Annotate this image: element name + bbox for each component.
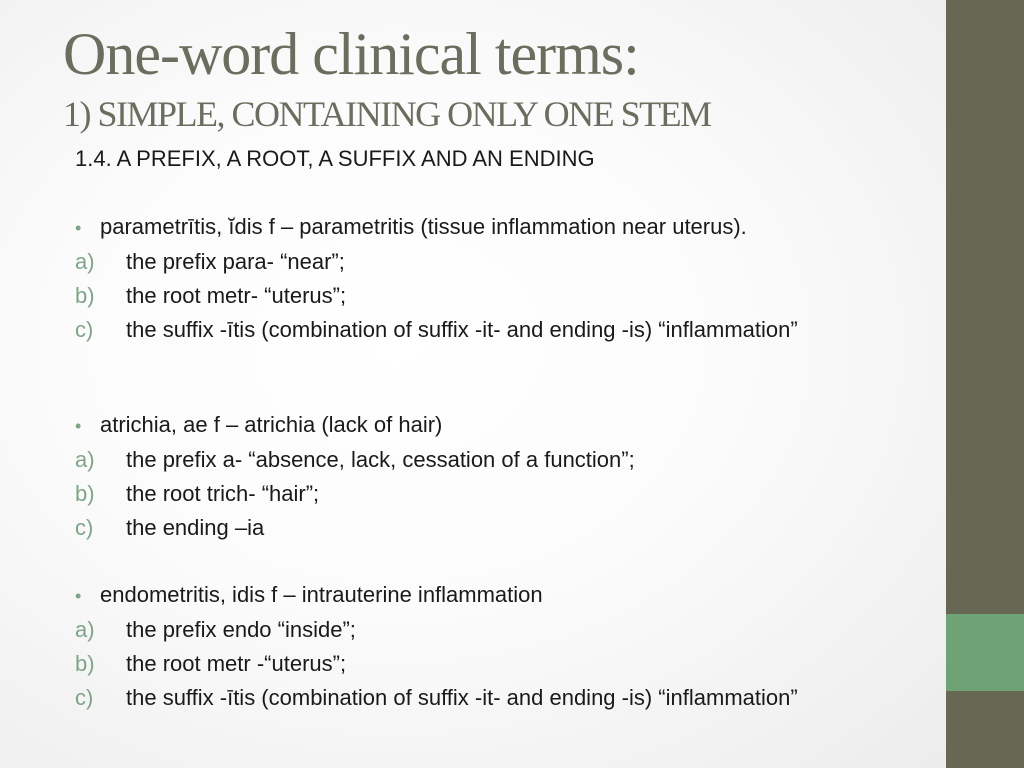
term-text: parametrītis, ĭdis f – parametritis (tissue inflammation near uterus). [100,214,747,239]
bullet-icon: • [75,416,82,436]
section-heading: 1.4. A PREFIX, A ROOT, A SUFFIX AND AN ENDING [75,146,595,171]
item-text: the prefix a- “absence, lack, cessation of a function”; [126,447,635,472]
item-marker: b) [75,283,95,308]
side-decoration-bar [946,0,1024,768]
item-text: the ending –ia [126,515,265,540]
item-marker: a) [75,249,95,274]
slide-title: One-word clinical terms: [63,21,639,87]
term-headword [75,411,442,440]
item-text: the suffix -ītis (combination of suffix -it- and ending -is) “inflammation” [126,685,798,710]
item-marker: c) [75,685,94,710]
item-text: the prefix para- “near”; [126,249,345,274]
item-text: the suffix -ītis (combination of suffix -it- and ending -is) “inflammation” [126,317,798,342]
side-accent-block [946,614,1024,691]
term-headword [75,581,543,610]
bullet-icon: • [75,586,82,606]
item-marker: b) [75,651,95,676]
item-marker: a) [75,617,95,642]
item-text: the root metr -“uterus”; [126,651,347,676]
item-marker: c) [75,515,94,540]
item-text: the prefix endo “inside”; [126,617,356,642]
item-text: the root trich- “hair”; [126,481,320,506]
item-marker: a) [75,447,95,472]
term-text: atrichia, ae f – atrichia (lack of hair) [100,412,443,437]
slide-subtitle: 1) SIMPLE, CONTAINING ONLY ONE STEM [63,94,711,134]
term-text: endometritis, idis f – intrauterine inflammation [100,582,543,607]
item-marker: c) [75,317,94,342]
bullet-icon: • [75,218,82,238]
term-headword [75,213,747,242]
item-marker: b) [75,481,95,506]
item-text: the root metr- “uterus”; [126,283,347,308]
